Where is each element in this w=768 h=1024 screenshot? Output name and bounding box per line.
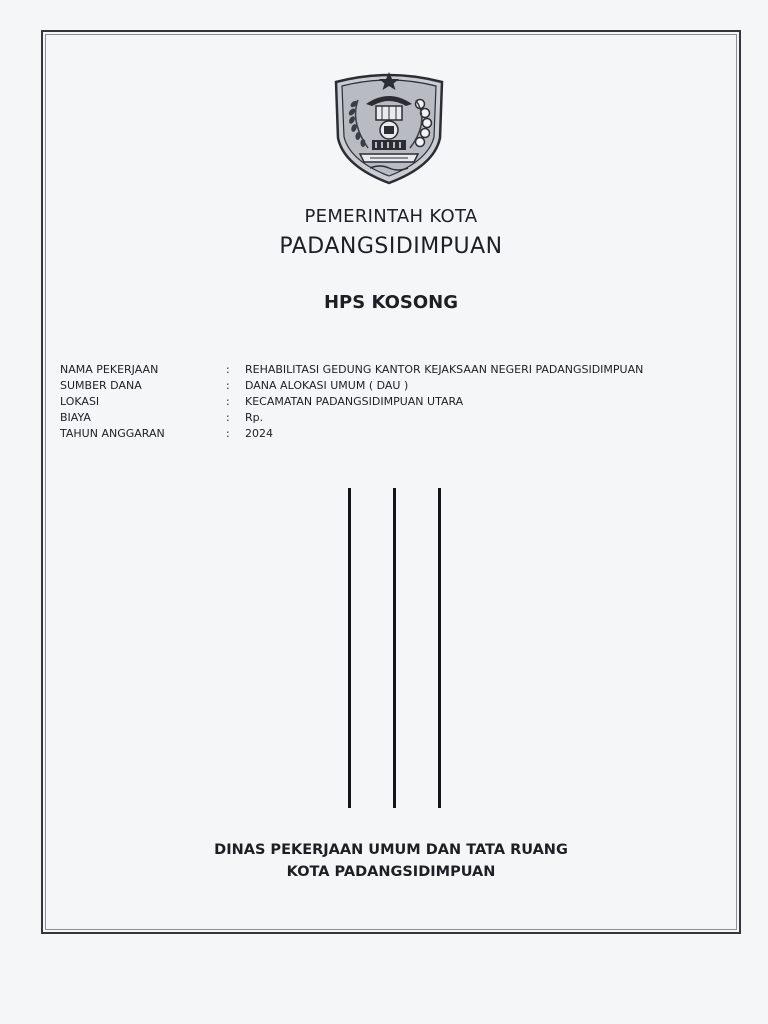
info-separator: : (226, 411, 230, 424)
info-label: NAMA PEKERJAAN (60, 363, 159, 376)
info-separator: : (226, 427, 230, 440)
government-line-1: PEMERINTAH KOTA (304, 206, 478, 227)
agency-name: DINAS PEKERJAAN UMUM DAN TATA RUANG (214, 842, 568, 858)
info-value: DANA ALOKASI UMUM ( DAU ) (245, 379, 409, 392)
info-separator: : (226, 363, 230, 376)
city-coat-of-arms-icon (330, 66, 448, 186)
info-value: 2024 (245, 427, 273, 440)
binding-line-middle (393, 488, 396, 808)
info-label: TAHUN ANGGARAN (60, 427, 165, 440)
binding-line-left (348, 488, 351, 808)
info-value: Rp. (245, 411, 264, 424)
info-label: LOKASI (60, 395, 100, 408)
info-value: REHABILITASI GEDUNG KANTOR KEJAKSAAN NEGERI PADANGSIDIMPUAN (245, 363, 644, 376)
info-separator: : (226, 395, 230, 408)
info-value: KECAMATAN PADANGSIDIMPUAN UTARA (245, 395, 464, 408)
info-label: BIAYA (60, 411, 91, 424)
agency-city: KOTA PADANGSIDIMPUAN (286, 864, 496, 880)
binding-line-right (438, 488, 441, 808)
info-label: SUMBER DANA (60, 379, 142, 392)
government-line-2: PADANGSIDIMPUAN (279, 234, 503, 259)
document-title: HPS KOSONG (323, 292, 459, 313)
info-separator: : (226, 379, 230, 392)
